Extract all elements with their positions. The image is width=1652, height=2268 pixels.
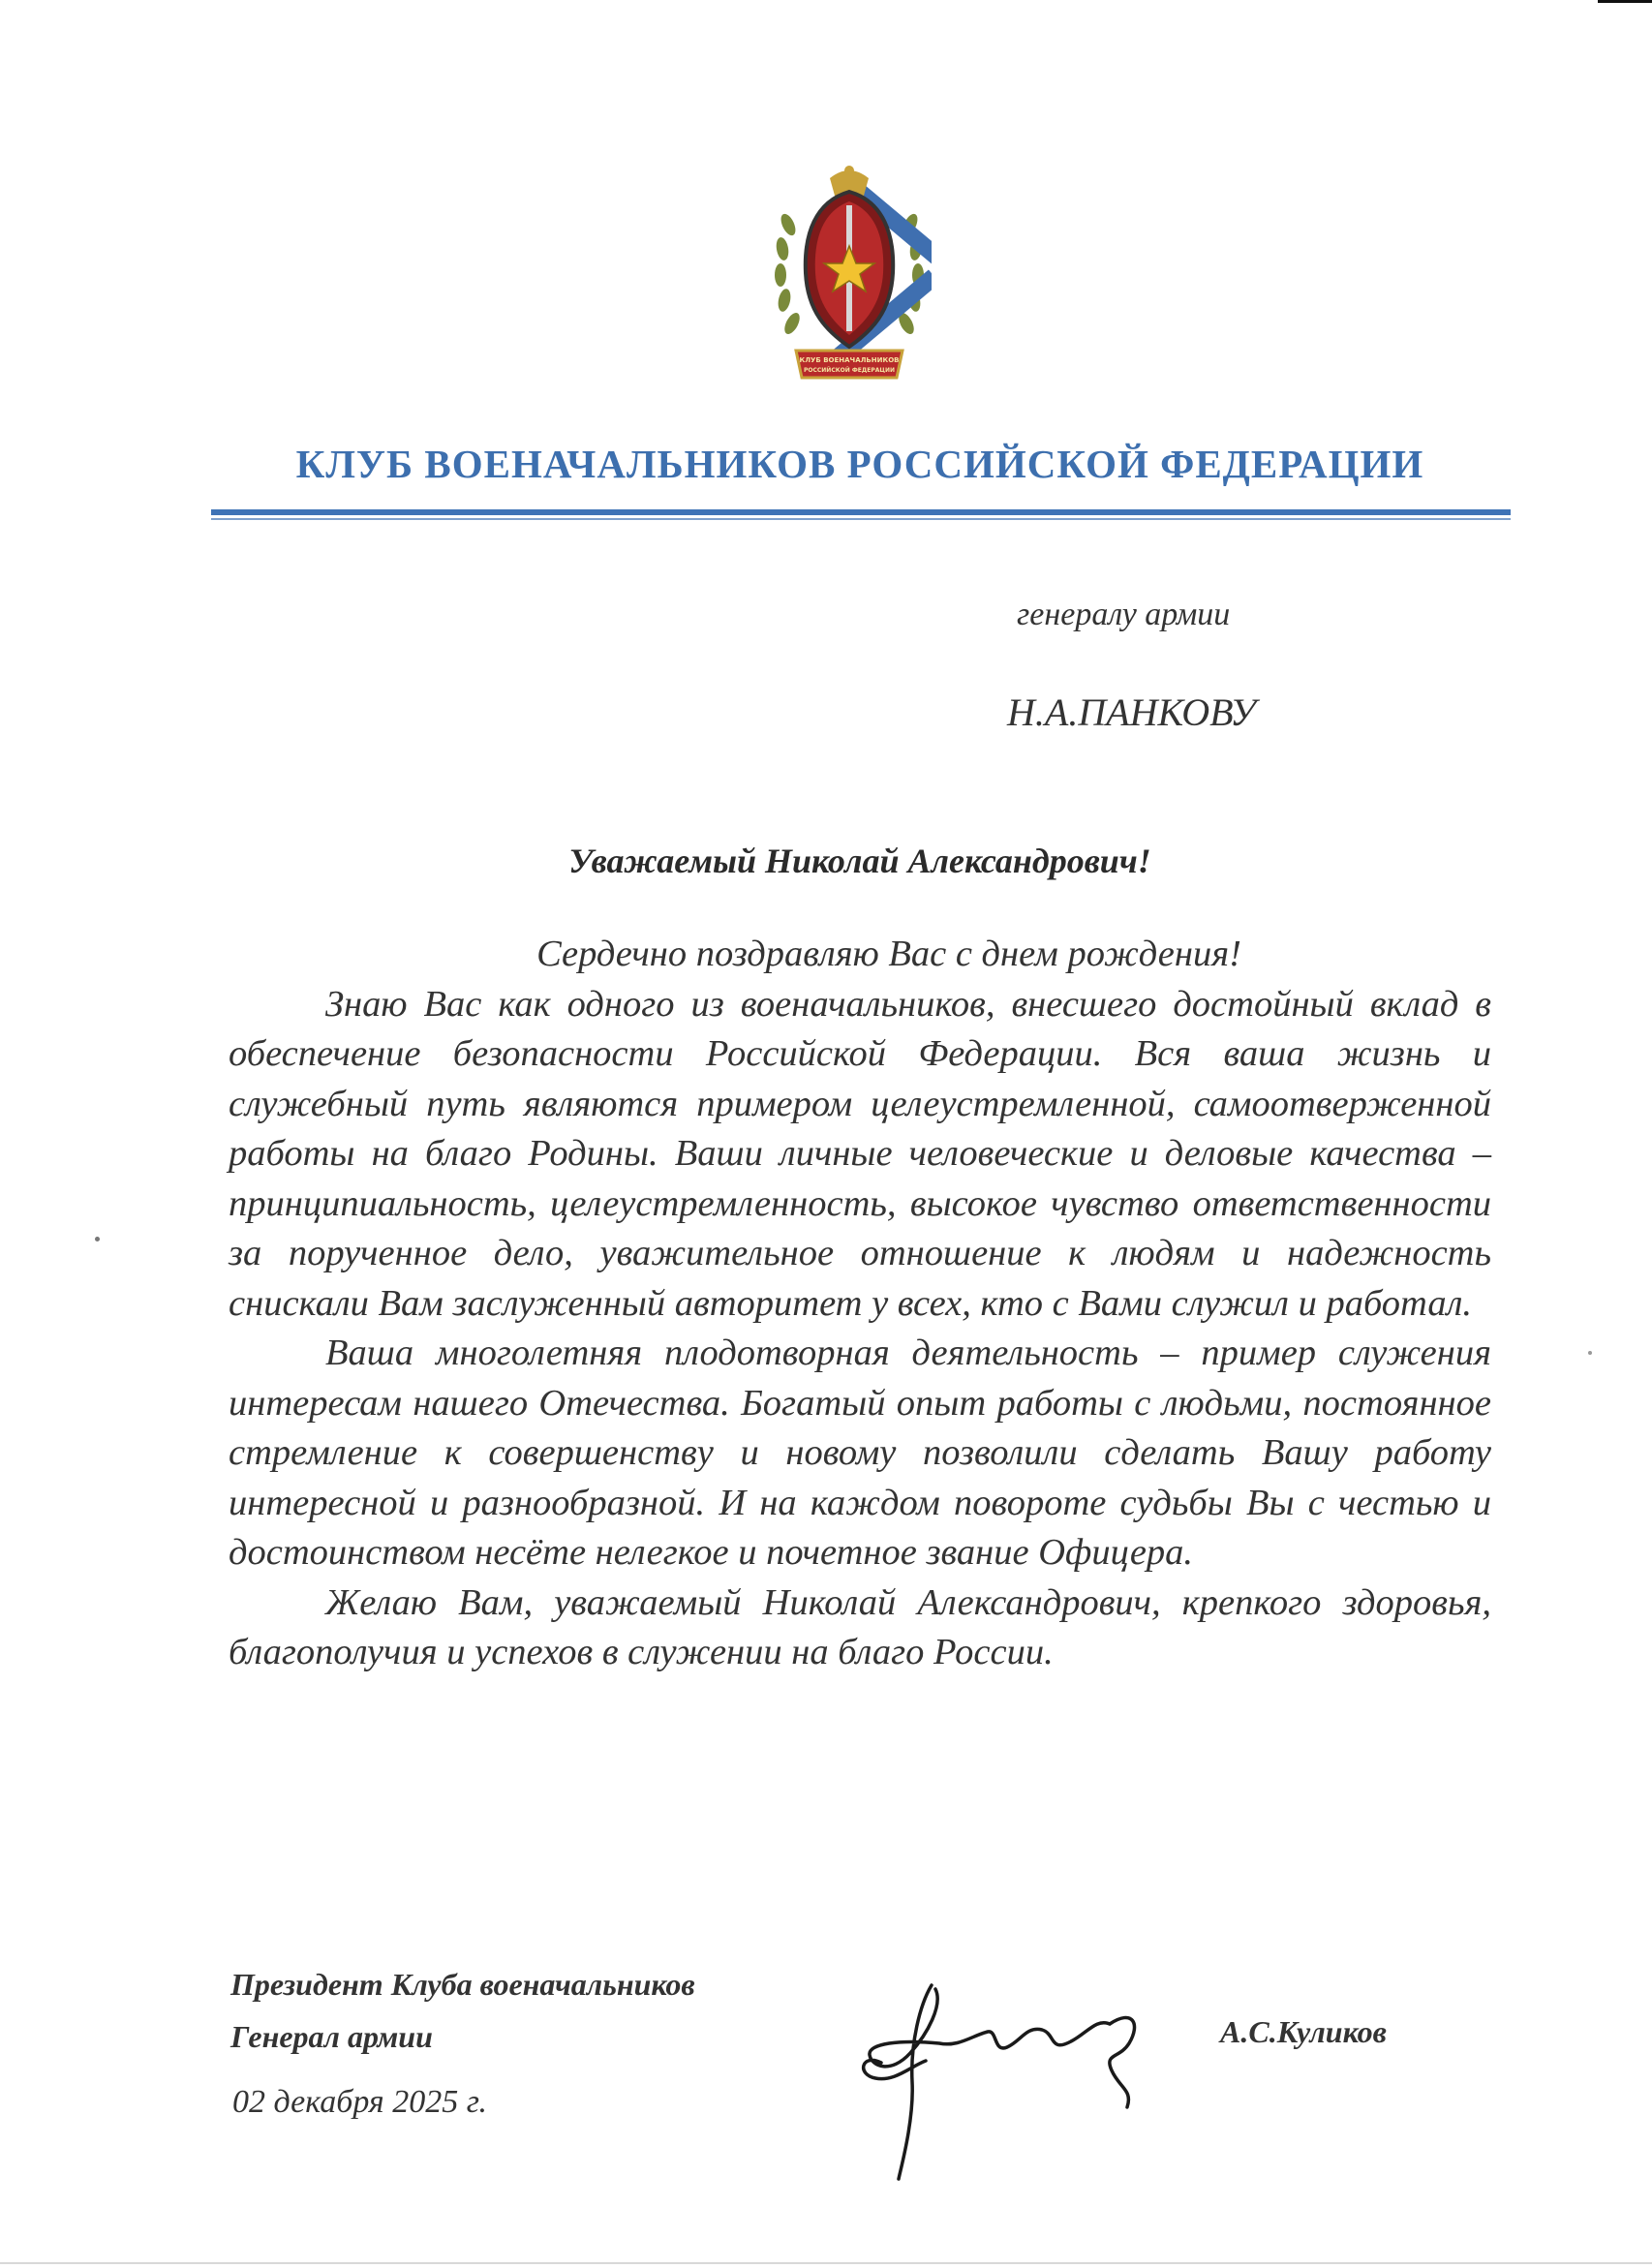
paragraph: Желаю Вам, уважаемый Николай Александрович, крепкого здоровья, благополучия и успехов в служении на благо России. [229, 1581, 1491, 1672]
paragraph: Ваша многолетняя плодотворная деятельность – пример служения интересам нашего Отечества. Богатый опыт работы с людьми, постоянное стремление к совершенству и новому позволили сделать Вашу работу интересной и разнообразной. И на каждом повороте судьбы Вы с честью и достоинством несёте нелегкое и почетное звание Офицера. [229, 1333, 1491, 1573]
addressee-rank: генералу армии [1017, 597, 1231, 632]
handwritten-signature-icon [842, 1946, 1172, 2189]
letter-body [229, 930, 1491, 1678]
club-emblem-icon [767, 157, 932, 389]
paragraph-greeting: Сердечно поздравляю Вас с днем рождения! [536, 934, 1241, 974]
org-title: КЛУБ ВОЕНАЧАЛЬНИКОВ РОССИЙСКОЙ ФЕДЕРАЦИИ [295, 442, 1424, 486]
header-divider [211, 509, 1511, 515]
signatory-rank: Генерал армии [230, 2019, 433, 2054]
svg-text:РОССИЙСКОЙ ФЕДЕРАЦИИ: РОССИЙСКОЙ ФЕДЕРАЦИИ [803, 367, 896, 374]
addressee-name: Н.А.ПАНКОВУ [1007, 690, 1257, 734]
scan-speck [95, 1237, 100, 1241]
paragraph: Знаю Вас как одного из военачальников, внесшего достойный вклад в обеспечение безопасности Российской Федерации. Вся ваша жизнь и служебный путь являются примером целеустремленной, самоотверженной работы на благо Родины. Ваши личные человеческие и деловые качества – принципиальность, целеустремленность, высокое чувство ответственности за порученное дело, уважительное отношение к людям и надежность снискали Вам заслуженный авторитет у всех, кто с Вами служил и работал. [229, 983, 1491, 1324]
signatory-name: А.С.Куликов [1220, 2014, 1387, 2049]
letter-date: 02 декабря 2025 г. [232, 2084, 488, 2120]
svg-text:КЛУБ ВОЕНАЧАЛЬНИКОВ: КЛУБ ВОЕНАЧАЛЬНИКОВ [799, 356, 900, 364]
signatory-title: Президент Клуба военачальников [230, 1967, 695, 2002]
salutation: Уважаемый Николай Александрович! [568, 842, 1151, 880]
header-divider-thin [211, 518, 1511, 520]
scan-speck [1588, 1351, 1592, 1355]
scan-edge-line [0, 2262, 1652, 2264]
scan-edge-mark [1598, 0, 1652, 3]
